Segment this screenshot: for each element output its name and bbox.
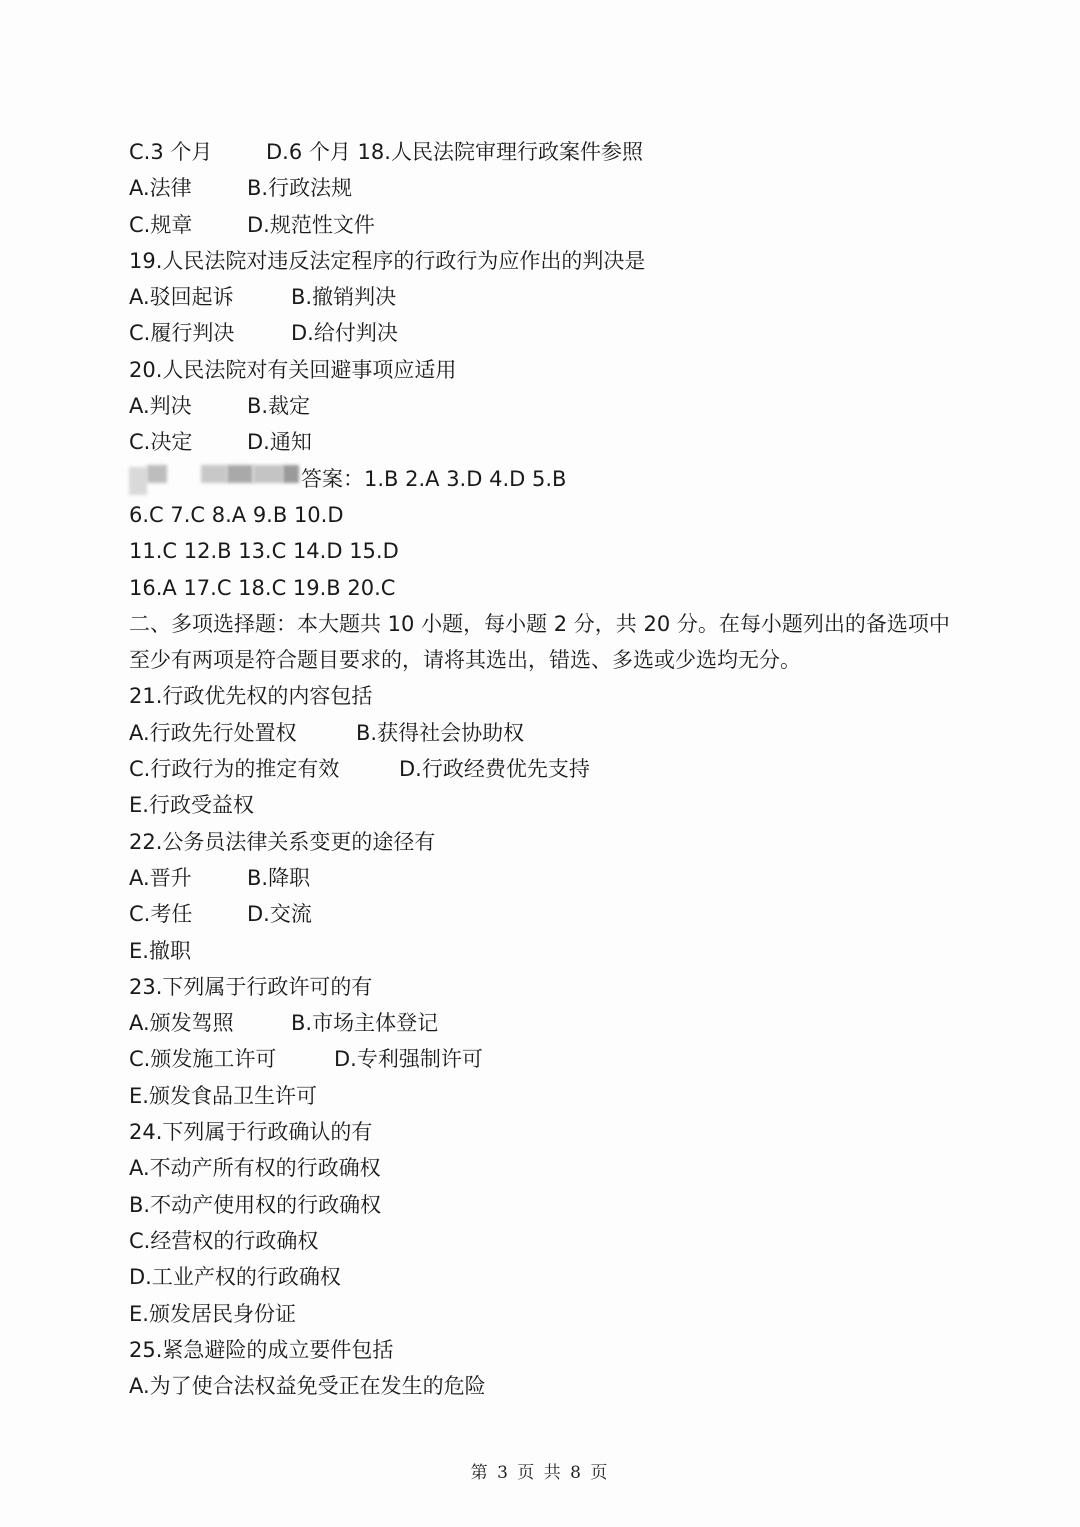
option-text: B.获得社会协助权 — [356, 720, 525, 745]
answer-key-row: 11.C 12.B 13.C 14.D 15.D — [129, 539, 399, 564]
option-text: D.通知 — [247, 430, 312, 455]
option-text: D.工业产权的行政确权 — [129, 1265, 341, 1290]
option-row — [129, 388, 989, 424]
option-text: C.决定 — [129, 430, 193, 455]
option-text: B.不动产使用权的行政确权 — [129, 1192, 382, 1217]
option-row — [129, 207, 989, 243]
option-row — [129, 170, 989, 206]
answer-key-row: 6.C 7.C 8.A 9.B 10.D — [129, 502, 344, 527]
option-text: D.交流 — [247, 902, 312, 927]
page-number-footer: 第 3 页 共 8 页 — [470, 1463, 610, 1483]
option-text: C.考任 — [129, 902, 193, 927]
question-text: 23.下列属于行政许可的有 — [129, 974, 373, 999]
question-text: 21.行政优先权的内容包括 — [129, 684, 373, 709]
option-text: E.行政受益权 — [129, 793, 254, 818]
option-row — [129, 134, 989, 170]
option-row — [129, 279, 989, 315]
option-row — [129, 715, 989, 751]
option-text: E.撤职 — [129, 938, 191, 963]
option-text: B.撤销判决 — [291, 285, 397, 310]
option-text: D.行政经费优先支持 — [399, 757, 590, 782]
question-text: 22.公务员法律关系变更的途径有 — [129, 829, 436, 854]
option-text: A.判决 — [129, 394, 192, 419]
answer-key-row: 16.A 17.C 18.C 19.B 20.C — [129, 575, 396, 600]
option-text: C.颁发施工许可 — [129, 1047, 277, 1072]
section-heading: 二、多项选择题：本大题共 10 小题，每小题 2 分，共 20 分。在每小题列出的备选项中至少有两项是符合题目要求的，请将其选出，错选、多选或少选均无分。 — [129, 611, 950, 673]
question-text: 20.人民法院对有关回避事项应适用 — [129, 357, 457, 382]
option-text: B.裁定 — [247, 394, 311, 419]
option-text: A.不动产所有权的行政确权 — [129, 1156, 381, 1181]
answer-key-row — [129, 461, 989, 497]
option-text: E.颁发居民身份证 — [129, 1301, 296, 1326]
option-text: A.为了使合法权益免受正在发生的危险 — [129, 1374, 486, 1399]
redacted-blur — [129, 465, 299, 495]
option-text: C.履行判决 — [129, 321, 235, 346]
option-row — [129, 896, 989, 932]
option-text: A.法律 — [129, 176, 192, 201]
question-text: 19.人民法院对违反法定程序的行政行为应作出的判决是 — [129, 248, 646, 273]
option-text: C.规章 — [129, 212, 193, 237]
option-text: C.经营权的行政确权 — [129, 1228, 319, 1253]
option-text: A.颁发驾照 — [129, 1011, 234, 1036]
option-row — [129, 424, 989, 460]
answer-key-text: 答案：1.B 2.A 3.D 4.D 5.B — [301, 466, 567, 491]
option-text: A.晋升 — [129, 865, 192, 890]
option-text: D.6 个月 18.人民法院审理行政案件参照 — [266, 140, 643, 164]
option-text: E.颁发食品卫生许可 — [129, 1083, 317, 1108]
option-row — [129, 315, 989, 351]
question-text: 24.下列属于行政确认的有 — [129, 1120, 373, 1145]
option-text: B.降职 — [247, 865, 311, 890]
option-row — [129, 860, 989, 896]
option-text: D.专利强制许可 — [334, 1047, 483, 1072]
option-text: C.3 个月 — [129, 140, 213, 164]
option-row — [129, 751, 989, 787]
option-text: D.规范性文件 — [247, 212, 375, 237]
option-row — [129, 1005, 989, 1041]
option-text: A.行政先行处置权 — [129, 720, 297, 745]
question-text: 25.紧急避险的成立要件包括 — [129, 1337, 394, 1362]
option-row — [129, 1041, 989, 1077]
option-text: D.给付判决 — [291, 321, 398, 346]
page-content — [129, 134, 989, 1404]
option-text: C.行政行为的推定有效 — [129, 757, 340, 782]
option-text: B.行政法规 — [247, 176, 353, 201]
option-text: B.市场主体登记 — [291, 1011, 439, 1036]
option-text: A.驳回起诉 — [129, 285, 234, 310]
